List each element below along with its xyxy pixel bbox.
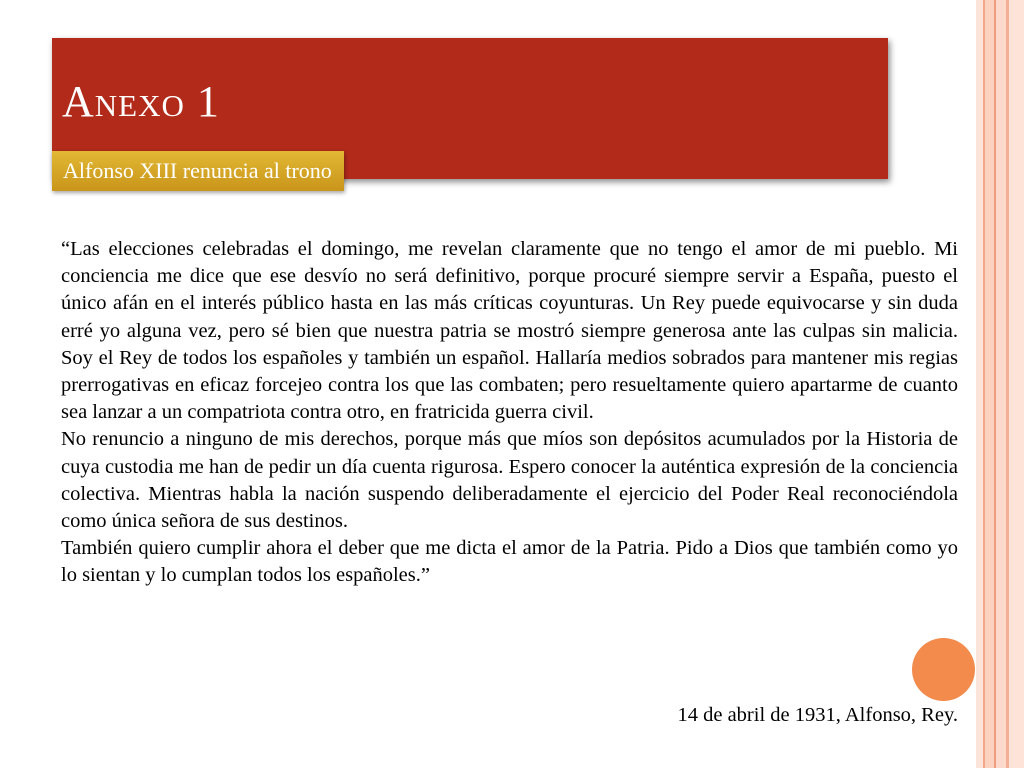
- signature-line: 14 de abril de 1931, Alfonso, Rey.: [677, 704, 958, 726]
- stripe: [985, 0, 994, 768]
- slide-title: Anexo 1: [62, 77, 220, 126]
- stripe: [996, 0, 1006, 768]
- decorative-side-stripes: [976, 0, 1024, 768]
- stripe: [1009, 0, 1024, 768]
- stripe: [976, 0, 983, 768]
- quote-paragraph: “Las elecciones celebradas el domingo, me revelan claramente que no tengo el amor de mi pueblo. Mi conciencia me dice que ese desvío no será definitivo, porque procuré siempre servir a España, puesto el único afán en el interés público hasta en las más críticas coyunturas. Un Rey puede equivocarse y sin duda erré yo alguna vez, pero sé bien que nuestra patria se mostró siempre generosa ante las culpas sin malicia. Soy el Rey de todos los españoles y también un español. Hallaría medios sobrados para mantener mis regias prerrogativas en eficaz forcejeo contra los que las combaten; pero resueltamente quiero apartarme de cuanto sea lanzar a un compatriota contra otro, en fratricida guerra civil.: [61, 238, 958, 424]
- decorative-circle: [912, 638, 975, 701]
- quote-paragraph: También quiero cumplir ahora el deber que me dicta el amor de la Patria. Pido a Dios que también como yo lo sientan y lo cumplan todos los españoles.”: [61, 537, 958, 587]
- quote-paragraph: No renuncio a ninguno de mis derechos, porque más que míos son depósitos acumulados por la Historia de cuya custodia me han de pedir un día cuenta rigurosa. Espero conocer la auténtica expresión de la conciencia colectiva. Mientras habla la nación suspendo deliberadamente el ejercicio del Poder Real reconociéndola como única señora de sus destinos.: [61, 428, 958, 533]
- quote-body: [61, 236, 958, 590]
- slide-subtitle: Alfonso XIII renuncia al trono: [52, 151, 344, 191]
